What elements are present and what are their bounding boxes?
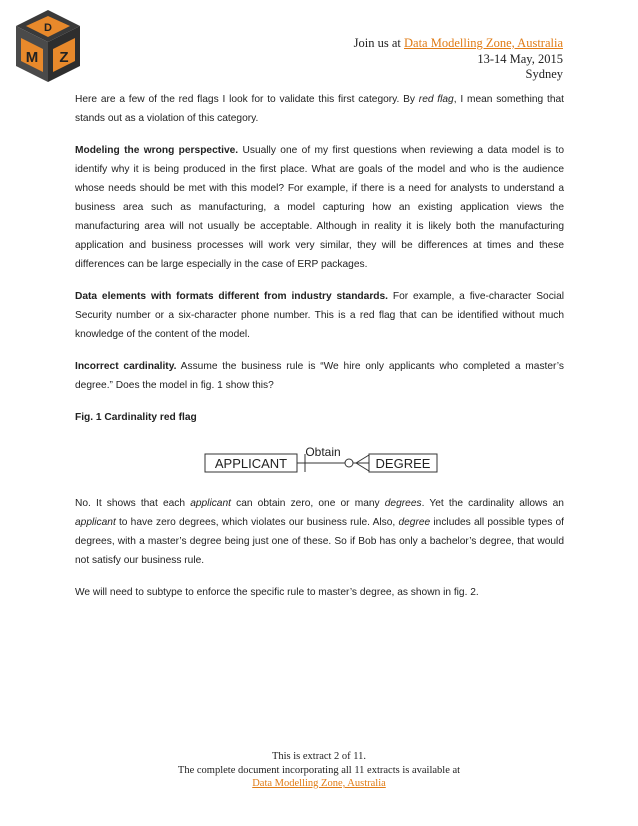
- cardinality-diagram-svg: [75, 440, 564, 480]
- intro-text-b: , I mean something that stands out as a violation of this category.: [75, 94, 564, 124]
- footer-link-line: [0, 777, 638, 791]
- dmz-logo-graphic: [12, 8, 84, 84]
- figure-caption-text: Fig. 1 Cardinality red flag: [75, 412, 197, 423]
- explanation-e: . Yet the cardinality allows an: [421, 498, 564, 509]
- paragraph-explanation: [75, 494, 564, 570]
- header-city: Sydney: [525, 67, 563, 81]
- explanation-degree: degree: [398, 517, 431, 528]
- figure-caption: [75, 408, 564, 427]
- footer-event-link[interactable]: Data Modelling Zone, Australia: [252, 778, 386, 789]
- page-footer: [0, 750, 638, 791]
- explanation-c: can obtain zero, one or many: [230, 498, 385, 509]
- explanation-applicant-2: applicant: [75, 517, 116, 528]
- logo-letter-z: Z: [59, 49, 69, 66]
- intro-text-a: Here are a few of the red flags I look for to validate this first category. By: [75, 94, 419, 105]
- intro-paragraph: [75, 90, 564, 128]
- dmz-logo: [12, 8, 84, 84]
- paragraph-formats: [75, 287, 564, 344]
- header-dates: 13-14 May, 2015: [477, 51, 563, 66]
- paragraph-cardinality: [75, 357, 564, 395]
- explanation-applicant-1: applicant: [190, 498, 231, 509]
- crowfoot-upper-icon: [356, 455, 369, 463]
- document-body: [75, 90, 564, 615]
- page-header: [354, 36, 563, 83]
- footer-availability-line: The complete document incorporating all 11 extracts is available at: [177, 764, 461, 776]
- heading-wrong-perspective: Modeling the wrong perspective.: [75, 145, 239, 156]
- paragraph-subtype: [75, 583, 564, 602]
- header-event-link[interactable]: Data Modelling Zone, Australia: [404, 36, 563, 50]
- subtype-text: We will need to subtype to enforce the specific rule to master’s degree, as shown in fig. 2.: [75, 587, 479, 598]
- text-wrong-perspective: Usually one of my first questions when reviewing a data model is to identify why it is being produced in the first place. What are goals of the model and who is the audience whose needs should be met with this model? For example, if there is a need for analysts to understand a business area such as manufacturing, a model capturing how an existing application views the manufacturing area will not usually be acceptable. Although in reality it is likely both the manufacturing application and business processes will work very similar, they will be differences at times and these differences can be large especially in the case of ERP packages.: [75, 145, 564, 270]
- logo-letter-d: D: [44, 22, 52, 34]
- heading-formats: Data elements with formats different from industry standards.: [75, 291, 389, 302]
- header-join-line: [354, 36, 563, 52]
- explanation-degrees: degrees: [384, 498, 422, 509]
- explanation-a: No. It shows that each: [75, 498, 191, 509]
- logo-letter-m: M: [25, 49, 39, 66]
- text-cardinality: Assume the business rule is “We hire only applicants who completed a master’s degree.” Does the model in fig. 1 show this?: [75, 361, 564, 391]
- text-formats: For example, a five-character Social Security number or a six-character phone number. This is a red flag that can be identified without much knowledge of the content of the model.: [75, 291, 564, 340]
- footer-extract-line: This is extract 2 of 11.: [271, 751, 367, 762]
- explanation-g: to have zero degrees, which violates our business rule. Also,: [115, 517, 399, 528]
- explanation-i: includes all possible types of degrees, with a master’s degree being just one of these. So if Bob has only a bachelor’s degree, that would not satisfy our business rule.: [75, 517, 564, 566]
- entity-degree-label: DEGREE: [375, 456, 431, 471]
- cardinality-diagram: [75, 440, 564, 480]
- heading-cardinality: Incorrect cardinality.: [75, 361, 177, 372]
- zero-circle-icon: [345, 459, 353, 467]
- relationship-label: Obtain: [305, 445, 341, 459]
- entity-applicant-label: APPLICANT: [214, 456, 288, 471]
- paragraph-wrong-perspective: [75, 141, 564, 274]
- header-prefix: Join us at: [353, 36, 404, 50]
- crowfoot-lower-icon: [356, 463, 369, 471]
- intro-emphasis: red flag: [418, 94, 454, 105]
